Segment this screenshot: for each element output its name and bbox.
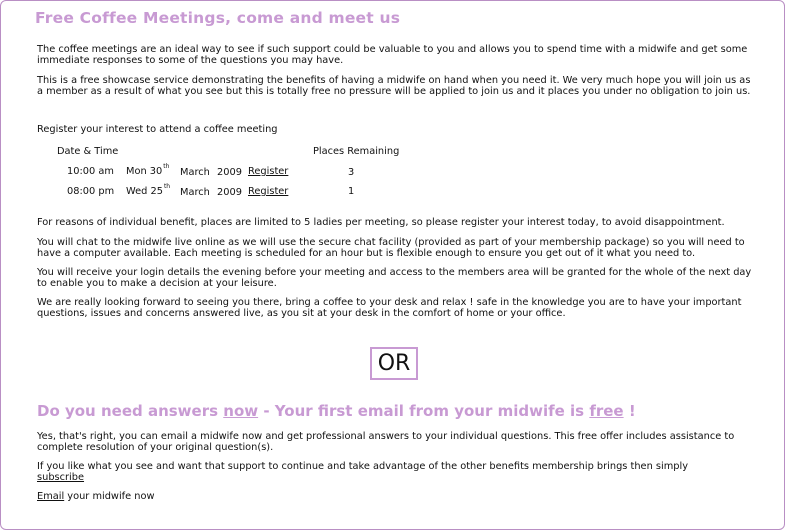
meeting-time: 10:00 am <box>67 166 114 177</box>
meeting-year: 2009 <box>217 187 242 198</box>
detail-paragraph-2: You will chat to the midwife live online as we will use the secure chat facility (provided as part of your membership package) so you will need to have a computer available. Each meeting is scheduled for an hour but is flexible enough to ensure you get out of it what you need to. <box>37 237 745 259</box>
column-header-places: Places Remaining <box>313 146 400 157</box>
column-header-date-time: Date & Time <box>57 146 119 157</box>
places-remaining: 1 <box>348 186 355 197</box>
email-link[interactable]: Email <box>37 491 65 502</box>
meeting-year: 2009 <box>217 167 242 178</box>
detail-paragraph-1: For reasons of individual benefit, places are limited to 5 ladies per meeting, so please register your interest today, to avoid disappointment. <box>37 217 725 228</box>
meeting-day: Wed 25th <box>126 183 171 197</box>
now-link[interactable]: now <box>223 402 259 420</box>
meeting-time: 08:00 pm <box>67 186 115 197</box>
places-remaining: 3 <box>348 167 355 178</box>
answers-heading: Do you need answers now - Your first email from your midwife is free ! <box>37 402 636 420</box>
intro-paragraph-2: This is a free showcase service demonstrating the benefits of having a midwife on hand when you need it. We very much hope you will join us as a member as a result of what you see but this is totally free no pressure will be applied to join us and it places you under no obligation to join us. <box>37 75 751 97</box>
detail-paragraph-4: We are really looking forward to seeing you there, bring a coffee to your desk and relax ! safe in the knowledge you are to have your important questions, issues and concerns answered live, as you sit at your desk in the comfort of home or your office. <box>37 297 742 319</box>
meeting-month: March <box>180 167 210 178</box>
email-line: Email your midwife now <box>37 491 155 502</box>
register-link[interactable]: Register <box>248 166 289 177</box>
subscribe-paragraph: If you like what you see and want that support to continue and take advantage of the other benefits membership brings then simply subscribe <box>37 461 689 483</box>
or-separator: OR <box>370 347 418 380</box>
meeting-month: March <box>180 187 210 198</box>
meeting-day: Mon 30th <box>126 163 170 177</box>
detail-paragraph-3: You will receive your login details the evening before your meeting and access to the members area will be granted for the whole of the next day to enable you to make a decision at your leisure. <box>37 267 752 289</box>
free-link[interactable]: free <box>589 402 624 420</box>
answers-paragraph: Yes, that's right, you can email a midwife now and get professional answers to your individual questions. This free offer includes assistance to complete resolution of your original question(s). <box>37 431 735 453</box>
intro-paragraph-1: The coffee meetings are an ideal way to see if such support could be valuable to you and allows you to spend time with a midwife and get some immediate responses to some of the questions you may have. <box>37 44 748 66</box>
register-heading: Register your interest to attend a coffee meeting <box>37 124 278 135</box>
page-title: Free Coffee Meetings, come and meet us <box>35 9 401 27</box>
subscribe-link[interactable]: subscribe <box>37 471 85 483</box>
register-link[interactable]: Register <box>248 186 289 197</box>
